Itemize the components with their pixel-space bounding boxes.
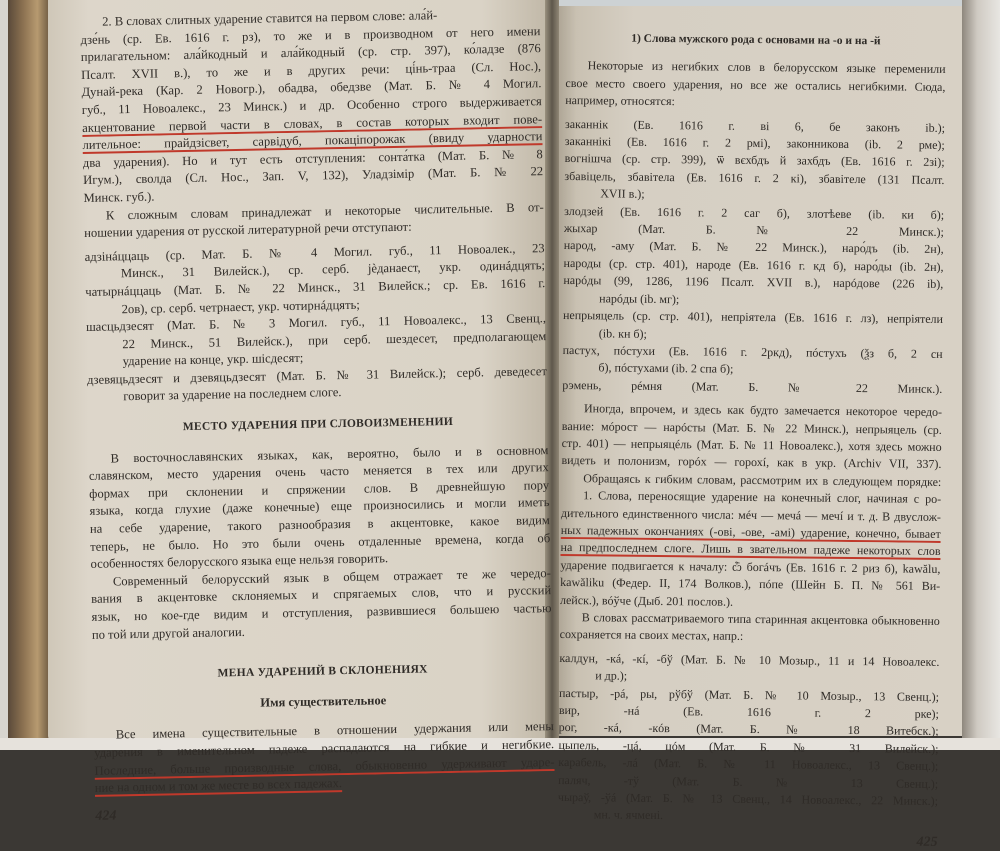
text-line: непрыяцель (ср. стр. 401), непріятела (Ев. 1616 г. лз), непріятели bbox=[562, 308, 944, 327]
section-heading-2: МЕНА УДАРЕНИЙ В СКЛОНЕНИЯХ bbox=[217, 663, 428, 680]
text-line: прилагательном: ала́йкодный и ала́йкодный (ср. стр. 397), ко́ладзе (876 bbox=[80, 41, 541, 65]
section-heading: МЕСТО УДАРЕНИЯ ПРИ СЛОВОИЗМЕНЕНИИ bbox=[182, 415, 454, 434]
text-line: нарóды (99, 1286, 1196 Псалт. XVII в.), нарóдове (226 іb), bbox=[563, 273, 944, 292]
text-line: XVII в.); bbox=[600, 186, 645, 202]
text-line: 22 Минск., 51 Вилейск.), при серб. шездесет, предполагающем bbox=[122, 328, 547, 351]
text-line: лейск.), вóўче (Дыб. 201 послов.). bbox=[559, 592, 734, 609]
text-line: жыхар (Мат. Б. № 22 Минск.); bbox=[563, 221, 944, 240]
text-line: ношении ударения от русской литературной речи отступают: bbox=[84, 219, 412, 241]
text-line: Минск., 31 Вилейск.), ср. серб. јѐданаест, укр. одинáдцять; bbox=[120, 258, 546, 281]
text-line: стр. 401) — непрыяцéль (Мат. Б. № 11 Новоалекс.), хотя здесь можно bbox=[561, 435, 942, 454]
text-line: свое место своего ударения, но все же остались негибкими. Сюда, bbox=[565, 75, 946, 94]
text-line: К сложным словам принадлежат и некоторые числительные. В от- bbox=[105, 199, 544, 223]
text-line: 2ов), ср. серб. четрнаест, укр. чотирнáдцять; bbox=[121, 297, 360, 316]
text-line: на себе ударение, такого разнообразия в акцентовке, какое видим bbox=[89, 513, 550, 536]
text-line: 1. Слова, переносящие ударение на конечный слог, начиная с ро- bbox=[583, 488, 942, 507]
text-line: язык, но кое-где видим и отступления, развившиеся большею частью bbox=[91, 601, 552, 624]
text-line: заканнік (Ев. 1616 г. ві 6, бе законъ ib.); bbox=[564, 116, 946, 135]
text-line: пастух, пóстухи (Ев. 1616 г. 2ркд), пóстухъ (ѯз б, 2 сн bbox=[562, 342, 943, 361]
text-line: славянском, место ударения очень часто меняется в тех или других bbox=[88, 460, 549, 484]
text-line: языка, когда глухие (даже конечные) еще произносились и могли иметь bbox=[89, 495, 550, 519]
left-page-block-1 bbox=[80, 5, 547, 407]
text-line: збавіцель, збавітела (Ев. 1616 г. 2 кі), збавітеле (131 Псалт. bbox=[564, 168, 945, 187]
running-head: 1) Слова мужского рода с основами на -о и на -й bbox=[631, 32, 881, 48]
text-line: Дунай-река (Кар. 2 Новогр.), обадва, обедзве (Мат. Б. № 4 Могил. bbox=[81, 76, 542, 100]
left-page-block-3 bbox=[94, 718, 555, 797]
left-page-block-2 bbox=[88, 442, 552, 644]
text-line: Все имена существительные в отношении удержания или мены bbox=[115, 719, 554, 742]
text-line: Последние, больше производные слова, обыкновенно удерживают ударе- bbox=[94, 754, 555, 778]
text-line: Некоторые из негибких слов в белорусском языке переменили bbox=[587, 58, 946, 77]
text-line: В восточнославянских языках, как, вероятно, было и в основном bbox=[110, 442, 549, 466]
text-line: Псалт. XVII в.), то же и в других речи: ці́нь-траа (Сл. Нос.), bbox=[81, 58, 542, 82]
text-line: акцентование первой части в словах, в состав которых входит пове- bbox=[82, 111, 543, 135]
page-number-right: 425 bbox=[916, 834, 938, 850]
text-line: дзе́нь (ср. Ев. 1616 г. рз), то же и в производном от него имени bbox=[80, 23, 541, 47]
text-line: губ., 11 Новоалекс., 23 Минск.) и др. Особенно строго выдерживается bbox=[81, 94, 542, 117]
text-line: Игум.), сволда (Сл. Нос., Зап. V, 132), Уладзімір (Мат. Б. № 22 bbox=[83, 164, 544, 188]
text-line: дзевяцьдзесят и дзевяцьдзесят (Мат. Б. № 31 Вилейск.); серб. деведесет bbox=[86, 363, 548, 387]
text-line: формах при склонении и спряжении слов. В древнейшую пору bbox=[89, 477, 550, 501]
book-cover-edge bbox=[8, 0, 50, 740]
text-line: Обращаясь к гибким словам, рассмотрим их в следующем порядке: bbox=[583, 470, 942, 489]
text-line: вание: мóрост — нарóсты (Мат. Б. № 22 Минск.), непрыяцель (ср. bbox=[561, 418, 942, 437]
text-line: заканнікі (Ев. 1616 г. 2 рмі), законникова (ib. 2 рме); bbox=[564, 134, 945, 153]
text-line: и др.); bbox=[595, 668, 628, 683]
text-line: чыраў, -ўá (Мат. Б. № 13 Свенц., 14 Новоалекс., 22 Минск.); bbox=[557, 790, 939, 808]
left-page-text bbox=[80, 5, 555, 825]
text-line: Минск. губ.). bbox=[83, 189, 155, 205]
text-line: народы (ср. стр. 401), народе (Ев. 1616 г. кд б), наро́ды (ib. 2н), bbox=[563, 255, 944, 274]
text-line: В словах рассматриваемого типа старинная акцентовка обыкновенно bbox=[581, 610, 940, 628]
text-line: говорит за ударение на последнем слоге. bbox=[123, 385, 342, 404]
text-line: вания в акцентовке склоняемых и спрягаемых слов, что и русский bbox=[91, 583, 552, 607]
text-line: 2. В словах слитных ударение ставится на первом слове: ала́й- bbox=[102, 8, 438, 29]
text-line: мн. ч. ячмені. bbox=[593, 807, 664, 823]
text-line: сохраняется на своих местах, напр.: bbox=[559, 627, 744, 644]
text-line: вир, -нá (Ев. 1616 г. 2 рке); bbox=[558, 702, 939, 721]
text-line: kawăliku (Федер. II, 174 Волков.), пóпе (Шейн Б. П. № 561 Ви- bbox=[560, 575, 941, 594]
text-line: калдун, -кá, -кí, -бў (Мат. Б. № 10 Мозыр., 11 и 14 Новоалекс. bbox=[559, 650, 940, 669]
right-page-block bbox=[558, 57, 946, 827]
text-line: Иногда, впрочем, и здесь как будто замечается некоторое чередо- bbox=[583, 401, 943, 420]
text-line: теперь, не было. Но это были очень отдаленные времена, когда об bbox=[90, 530, 551, 554]
text-line: ных падежных окончаниях (-ові, -ове, -амі) ударение, конечно, бывает bbox=[560, 522, 941, 541]
text-line: два ударения). Но и тут есть отступления: сонта́тка (Мат. Б. № 8 bbox=[82, 146, 543, 170]
text-line: рог, -кá, -кóв (Мат. Б. № 18 Витебск.); bbox=[558, 720, 939, 739]
text-line: народ, -аму (Мат. Б. № 22 Минск.), наро́дъ (ib. 2н), bbox=[563, 238, 944, 257]
text-line: шасцьдзесят (Мат. Б. № 3 Могил. губ., 11 Новоалекс., 13 Свенц., bbox=[85, 311, 547, 335]
text-line: нарóды (ib. мг); bbox=[599, 291, 680, 306]
text-line: цыпель, -цá, цóм (Мат. Б. № 31 Вилейск.); bbox=[558, 737, 939, 756]
page-number-left: 424 bbox=[95, 808, 117, 824]
text-line: дительного единственного числа: мéч — мечá — мечí и т. д. В двуслож- bbox=[560, 505, 941, 524]
text-line: ударения в именительном падеже распадаются на гибкие и негибкие. bbox=[94, 737, 555, 760]
text-line: по той или другой аналогии. bbox=[91, 624, 245, 642]
text-line: адзінáццаць (ср. Мат. Б. № 4 Могил. губ., 11 Новоалек., 23 bbox=[84, 240, 545, 264]
right-page-text bbox=[557, 30, 946, 851]
text-line: б), пóстухами (ib. 2 спа б); bbox=[598, 360, 734, 377]
text-line: лительное: прайдзісвет, сарвідуб, покаціпорожак (ввиду ударности bbox=[82, 129, 543, 153]
text-line: на предпоследнем слоге. Лишь в звательном падеже некоторых слов bbox=[560, 540, 941, 559]
text-line: (ib. кн б); bbox=[598, 325, 647, 341]
text-line: ние на одном и том же месте во всех падежах. bbox=[94, 776, 343, 796]
text-line: паляч, -тў (Мат. Б. № 13 Свенц.); bbox=[558, 772, 939, 791]
subheading: Имя существительное bbox=[260, 693, 387, 710]
text-line: пастыр, -рá, ры, рўбў (Мат. Б. № 10 Мозыр., 13 Свенц.); bbox=[558, 685, 940, 704]
text-line: рэмень, рéмня (Мат. Б. № 22 Минск.). bbox=[562, 377, 943, 396]
page-stack-edge bbox=[962, 0, 1000, 750]
text-line: вогнішча (ср. стр. 399), ѿ вєхбдъ й захбдъ (Ев. 1616 г. 2зі); bbox=[564, 151, 945, 170]
text-line: ударение подвигается к началу: ѽ богáчъ (Ев. 1616 г. 2 риз б), kawălu, bbox=[560, 557, 941, 576]
text-line: злодзей (Ев. 1616 г. 2 саг б), злотѣеве (ib. ки б); bbox=[564, 203, 945, 222]
text-line: особенностях белорусского языка еще нельзя говорить. bbox=[90, 551, 389, 572]
text-line: Современный белорусский язык в общем отражает те же чередо- bbox=[112, 565, 551, 589]
text-line: например, относятся: bbox=[565, 93, 675, 109]
text-line: карабель, -лá (Мат. Б. № 11 Новоалекс., 13 Свенц.); bbox=[558, 755, 939, 774]
text-line: чатырнáццаць (Мат. Б. № 22 Минск., 31 Вилейск.; ср. Ев. 1616 г. bbox=[85, 276, 546, 299]
text-line: ударение на конце, укр. шісдесят; bbox=[122, 351, 304, 369]
text-line: видеть и полонизм, горóх — горохí, как в укр. (Archiv VII, 337). bbox=[561, 453, 942, 472]
